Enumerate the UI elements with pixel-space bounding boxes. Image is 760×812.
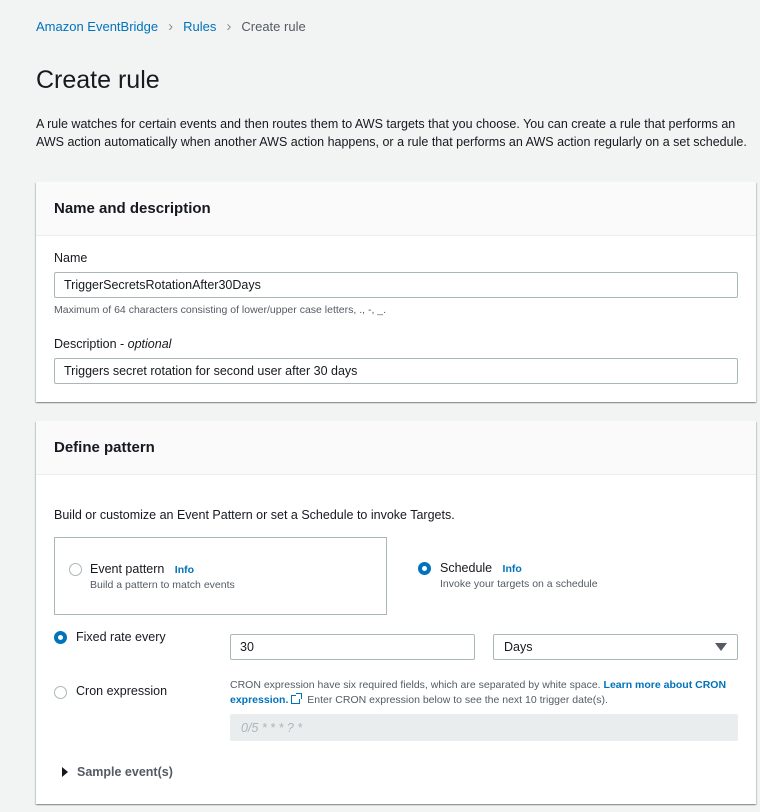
rate-unit-value: Days [504, 640, 533, 654]
event-pattern-sub: Build a pattern to match events [90, 579, 235, 591]
pattern-intro: Build or customize an Event Pattern or set a Schedule to invoke Targets. [54, 508, 455, 522]
external-link-icon [291, 695, 300, 704]
optional-tag: optional [127, 337, 172, 351]
description-label: Description - optional [54, 337, 172, 351]
breadcrumb-eventbridge-link[interactable]: Amazon EventBridge [36, 19, 159, 34]
cron-placeholder: 0/5 * * * ? * [241, 720, 303, 735]
breadcrumb-current: Create rule [241, 19, 306, 34]
panel-header [36, 182, 756, 236]
description-label-text: Description [54, 337, 117, 351]
schedule-radio[interactable] [418, 562, 431, 575]
sample-events-expander[interactable] [62, 765, 173, 779]
caret-down-icon [715, 643, 727, 651]
breadcrumb-rules-link[interactable]: Rules [183, 19, 217, 34]
cron-radio[interactable] [54, 686, 67, 699]
cron-learn-more-link[interactable]: Learn more about CRON expression. [230, 679, 727, 706]
cron-expression-input[interactable] [230, 714, 738, 741]
fixed-rate-label: Fixed rate every [76, 630, 166, 644]
panel-title: Define pattern [54, 439, 155, 456]
define-pattern-panel [36, 421, 756, 804]
schedule-label-text: Schedule [440, 561, 493, 575]
chevron-right-icon: › [168, 18, 174, 35]
event-pattern-radio[interactable] [69, 563, 82, 576]
fixed-rate-radio[interactable] [54, 631, 67, 644]
cron-help-before: CRON expression have six required fields, which are separated by white space. [230, 679, 601, 691]
name-hint: Maximum of 64 characters consisting of lower/upper case letters, ., -, _. [54, 304, 387, 316]
cron-help-text [230, 678, 740, 708]
panel-header [36, 421, 756, 475]
event-pattern-card[interactable] [54, 537, 387, 615]
name-label: Name [54, 251, 88, 265]
name-description-panel [36, 182, 756, 402]
breadcrumb [36, 19, 306, 34]
schedule-sub: Invoke your targets on a schedule [440, 578, 598, 590]
schedule-label [440, 561, 522, 575]
rate-unit-select[interactable] [493, 634, 738, 660]
cron-help-after: Enter CRON expression below to see the next 10 trigger date(s). [307, 694, 608, 706]
sample-events-label: Sample event(s) [77, 765, 173, 779]
panel-title: Name and description [54, 200, 211, 217]
page-description: A rule watches for certain events and then routes them to AWS targets that you choose. You can create a rule that performs an AWS action automatically when another AWS action happens, or a rule that performs an AWS action regularly on a set schedule. [36, 117, 747, 149]
page-title: Create rule [36, 66, 160, 94]
event-pattern-label-text: Event pattern [90, 562, 165, 576]
schedule-info-link[interactable]: Info [502, 563, 522, 575]
fixed-rate-value-input[interactable] [230, 634, 475, 660]
caret-right-icon [62, 767, 68, 777]
cron-label: Cron expression [76, 684, 168, 698]
chevron-right-icon: › [226, 18, 232, 35]
event-pattern-info-link[interactable]: Info [174, 564, 195, 576]
name-input[interactable] [54, 272, 738, 298]
event-pattern-label [90, 562, 194, 576]
description-input[interactable] [54, 358, 738, 384]
